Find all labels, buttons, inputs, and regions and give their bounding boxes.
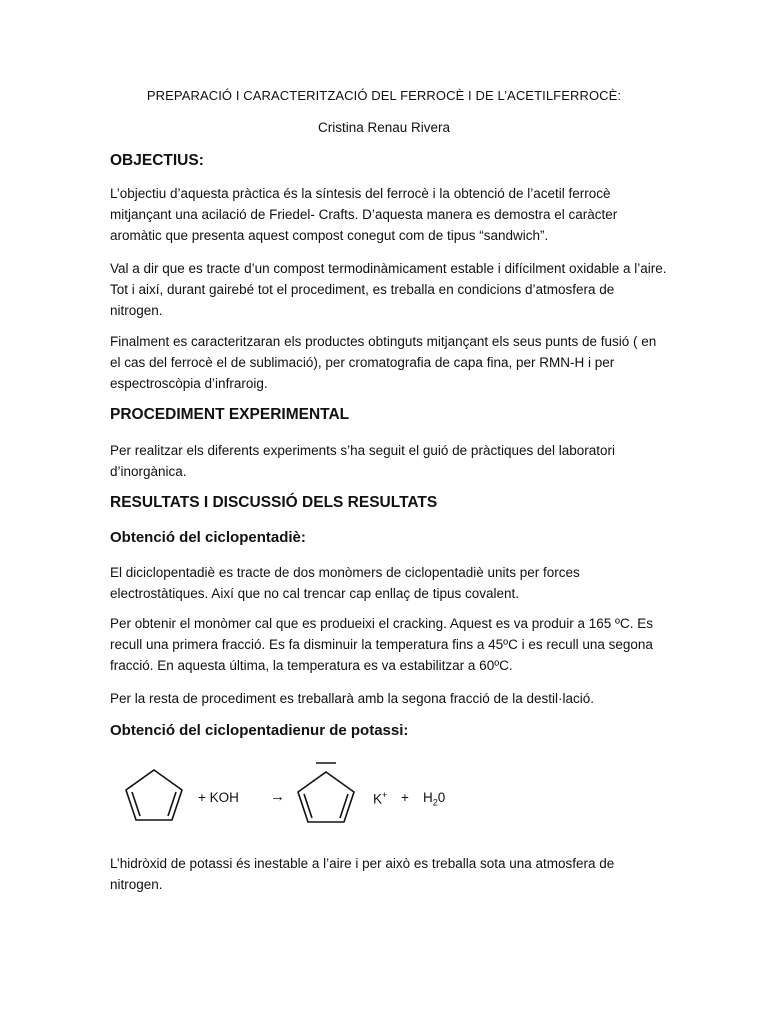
- heading-resultats: RESULTATS I DISCUSSIÓ DELS RESULTATS: [110, 494, 438, 511]
- water-h: H: [423, 790, 433, 805]
- potassium-ion-label: [373, 790, 387, 807]
- subheading-ciclopentadienur: Obtenció del ciclopentadienur de potassi:: [110, 722, 409, 739]
- water-label: [423, 790, 445, 808]
- paragraph-resultats-4: L’hidròxid de potassi és inestable a l’aire i per això es treballa sota una atmosfera de nitrogen.: [110, 856, 615, 892]
- reaction-scheme: [110, 760, 570, 830]
- reaction-arrow-icon: →: [270, 788, 285, 805]
- plus-koh-label: + KOH: [198, 790, 239, 805]
- heading-procediment: PROCEDIMENT EXPERIMENTAL: [110, 406, 350, 423]
- heading-objectius: OBJECTIUS:: [110, 152, 204, 169]
- reaction-svg: [110, 760, 570, 830]
- paragraph-objectius-2: Val a dir que es tracte d’un compost termodinàmicament estable i difícilment oxidable a l’aire. Tot i així, durant gairebé tot el procediment, es treballa en condicions d’atmosfera de nitrogen.: [110, 261, 667, 318]
- paragraph-objectius-1: L’objectiu d’aquesta pràctica és la síntesis del ferrocè i la obtenció de l’acetil ferrocè mitjançant una acilació de Friedel- Crafts. D’aquesta manera es demostra el caràcter aromàtic que presenta aquest compost conegut com de tipus “sandwich”.: [110, 186, 618, 243]
- paragraph-resultats-1: El diciclopentadiè es tracte de dos monòmers de ciclopentadiè units per forces electrostàtiques. Així que no cal trencar cap enllaç de tipus covalent.: [110, 565, 580, 601]
- document-title: PREPARACIÓ I CARACTERITZACIÓ DEL FERROCÈ I DE L’ACETILFERROCÈ:: [146, 88, 622, 103]
- potassium-symbol: K: [373, 791, 383, 807]
- cyclopentadienide-ring-icon: [298, 763, 354, 822]
- water-h-subscript: 2: [432, 797, 438, 808]
- cyclopentadiene-ring-icon: [126, 770, 182, 820]
- subheading-ciclopentadie: Obtenció del ciclopentadiè:: [110, 529, 306, 546]
- water-o: 0: [437, 790, 446, 805]
- paragraph-objectius-3: Finalment es caracteritzaran els productes obtinguts mitjançant els seus punts de fusió ( en el cas del ferrocè el de sublimació), per cromatografia de capa fina, per RMN-H i per espectroscòpia d’infraroig.: [110, 334, 657, 391]
- author-name: Cristina Renau Rivera: [317, 120, 451, 135]
- paragraph-procediment-1: Per realitzar els diferents experiments s’ha seguit el guió de pràctiques del laboratori d’inorgànica.: [110, 443, 616, 479]
- paragraph-resultats-3: Per la resta de procediment es treballarà amb la segona fracció de la destil·lació.: [110, 691, 595, 706]
- paragraph-resultats-2: Per obtenir el monòmer cal que es produeixi el cracking. Aquest es va produir a 165 ºC. Es recull una primera fracció. Es fa disminuir la temperatura fins a 45ºC i es recull una segona fracció. En aquesta última, la temperatura es va estabilitzar a 60ºC.: [110, 616, 653, 673]
- plus-sign: +: [401, 790, 409, 805]
- potassium-charge: +: [382, 790, 388, 800]
